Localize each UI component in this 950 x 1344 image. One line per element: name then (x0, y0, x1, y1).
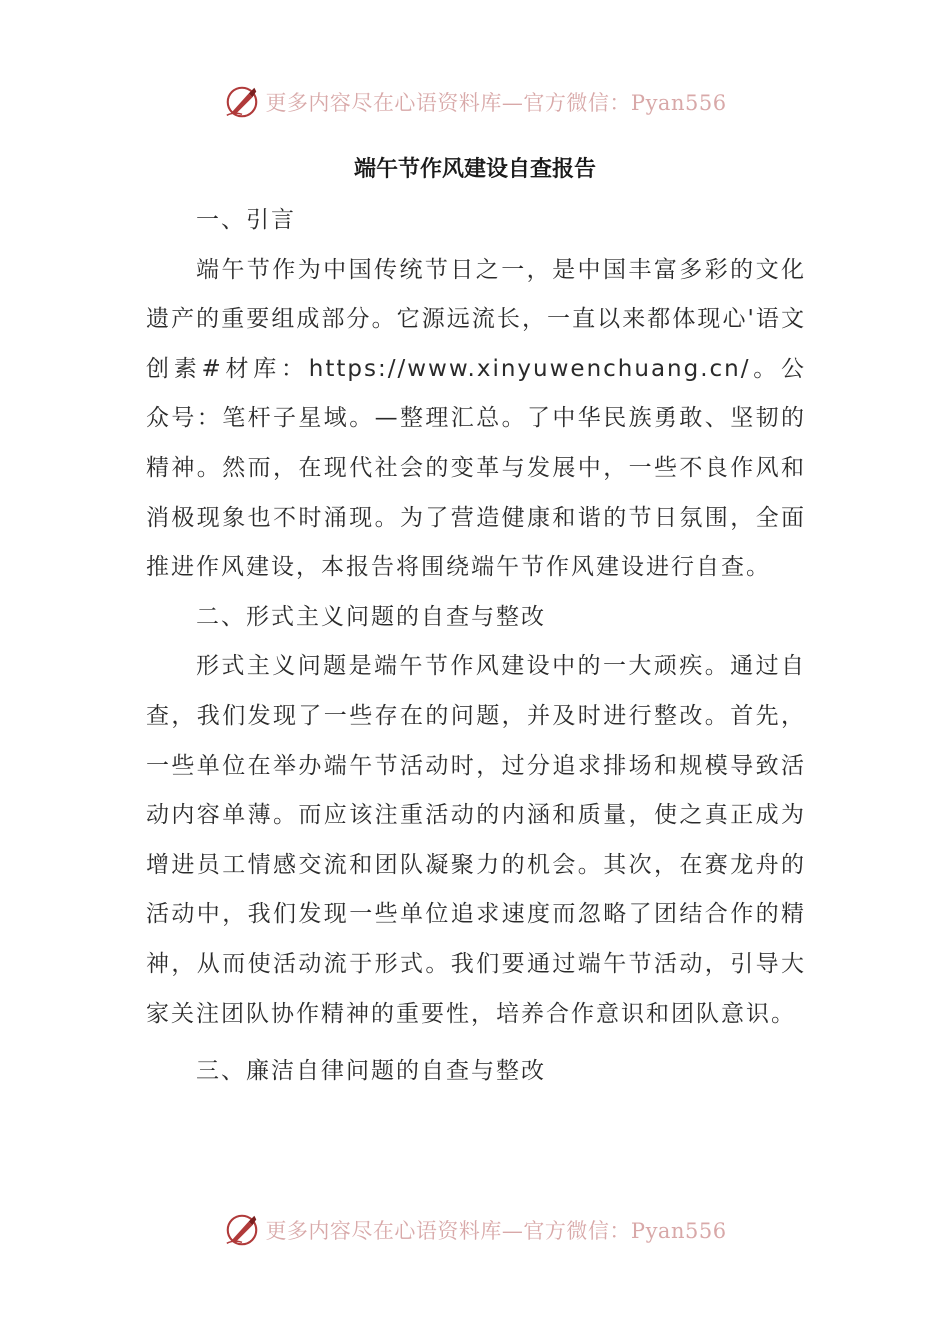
watermark-banner-top (0, 80, 950, 124)
pen-nib-circle-icon (223, 1211, 261, 1249)
pen-nib-circle-icon (223, 83, 261, 121)
section-heading-intro: 一、引言 (196, 207, 296, 233)
paragraph-formalism: 形式主义问题是端午节作风建设中的一大顽疾。通过自查，我们发现了一些存在的问题，并及时进行整改。首先，一些单位在举办端午节活动时，过分追求排场和规模导致活动内容单薄。而应该注重活动的内涵和质量，使之真正成为增进员工情感交流和团队凝聚力的机会。其次，在赛龙舟的活动中，我们发现一些单位追求速度而忽略了团结合作的精神，从而使活动流于形式。我们要通过端午节活动，引导大家关注团队协作精神的重要性，培养合作意识和团队意识。 (146, 653, 806, 1027)
document-title: 端午节作风建设自查报告 (353, 156, 596, 182)
watermark-text: 更多内容尽在心语资料库—官方微信：Pyan556 (265, 1219, 727, 1243)
section-heading-integrity: 三、廉洁自律问题的自查与整改 (196, 1058, 546, 1085)
paragraph-intro: 端午节作为中国传统节日之一，是中国丰富多彩的文化遗产的重要组成部分。它源远流长，一直以来都体现心'语文创素#材库：https://www.xinyuwenchuang.cn/。公众号：笔杆子星域。—整理汇总。了中华民族勇敢、坚韧的精神。然而，在现代社会的变革与发展中，一些不良作风和消极现象也不时涌现。为了营造健康和谐的节日氛围，全面推进作风建设，本报告将围绕端午节作风建设进行自查。 (146, 256, 806, 581)
document-body (146, 196, 806, 1097)
watermark-banner-bottom (0, 1208, 950, 1252)
watermark-text: 更多内容尽在心语资料库—官方微信：Pyan556 (265, 91, 727, 115)
section-heading-formalism: 二、形式主义问题的自查与整改 (196, 603, 546, 630)
